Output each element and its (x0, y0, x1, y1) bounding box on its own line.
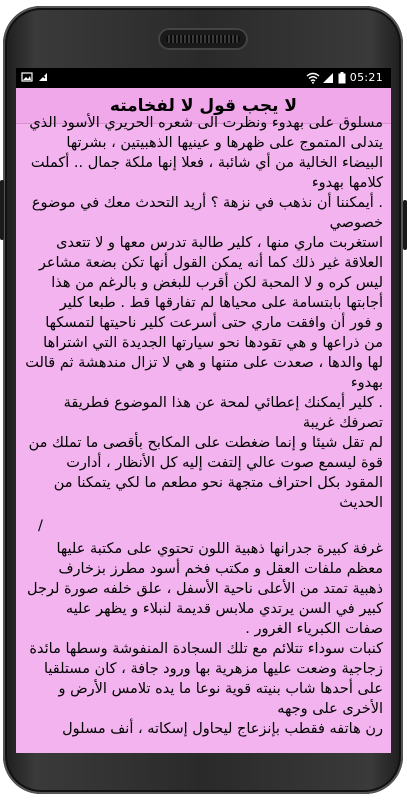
article-paragraph: كنبات سوداء تتلائم مع تلك السجادة المنفوشة وسطها مائدة زجاجية وضعت عليها مزهرية بها ورود جافة ، كان مستلقيا على أحدها شاب بنيته قوية نوعا ما يده تلامس الأرض و الأخرى على وجهه (29, 641, 383, 717)
page-title: لا يجب قول لا لفخامته (16, 88, 391, 124)
article-body (24, 113, 383, 739)
article-paragraph: استغربت ماري منها ، كلير طالبة تدرس معها و لا تتعدى العلاقة غير ذلك كما أنه يمكن القول أنها تكن بضعة مشاعر ليس كره و لا المحبة لكن أقرب للبغض و بالرغم من هذا أجابتها بابتسامة على محياها لم تفارقها قط . طبعا كلير (38, 235, 383, 311)
article-scroll-area[interactable] (16, 115, 391, 753)
article-paragraph: رن هاتفه فقطب بإنزعاج ليحاول إسكاته ، أنف مسلول (62, 721, 383, 737)
article-paragraph: . أيمكننا أن نذهب في نزهة ؟ أريد التحدث معك في موضوع خصوصي (31, 195, 383, 231)
navigation-bezel (16, 753, 391, 794)
article-paragraph: غرفة كبيرة جدرانها ذهبية اللون تحتوي على مكتبة عليها معظم ملفات العقل و مكتب فخم أسود مطرز بزخارف ذهبية تمتد من الأعلى ناحية الأسفل ، علق خلفه صورة لرجل كبير في السن يرتدي ملابس قديمة لنبلاء و يظهر عليه صفات الكبرياء الغرور . (27, 541, 383, 637)
article-paragraph: و فور أن وافقت ماري حتى أسرعت كلير ناحيتها لتمسكها من ذراعها و هي تقودها نحو سيارتها الجديدة التي اشتراها لها والدها ، صعدت على متنها و هي لا تزال مندهشة ثم قالت بهدوء (25, 315, 383, 391)
wifi-icon (306, 72, 318, 84)
gallery-icon (21, 71, 33, 83)
article-paragraph: لم تقل شيئا و إنما ضغطت على المكابح بأقصى ما تملك من قوة ليسمع صوت عالي إلتفت إليه كل الأنظار ، أدارت المقود بكل احتراف متجهة نحو مطعم ما لكي يتمكنا من الحديث (28, 435, 383, 511)
power-button (403, 200, 407, 250)
status-clock: 05:21 (349, 71, 383, 84)
battery-icon (338, 72, 346, 84)
article-paragraph: . كلير أيمكنك إعطائي لمحة عن هذا الموضوع فطريقة تصرفك غريبة (63, 395, 383, 431)
volume-button (0, 180, 4, 240)
device-screen (16, 68, 391, 753)
earpiece-speaker (158, 28, 248, 50)
signal-icon (37, 71, 49, 83)
article-paragraph: مسلوق على بهدوء ونظرت الى شعره الحريري الأسود الذي يتدلى المتموج على ظهرها و عينيها الذهبيتين ، بشرتها البيضاء الخالية من أي شائبة ، فعلا إنها ملكة جمال .. أكملت كلامها بهدوء (29, 115, 383, 191)
status-bar (16, 68, 391, 88)
cell-signal-icon (322, 72, 334, 84)
section-separator: / (38, 518, 43, 534)
